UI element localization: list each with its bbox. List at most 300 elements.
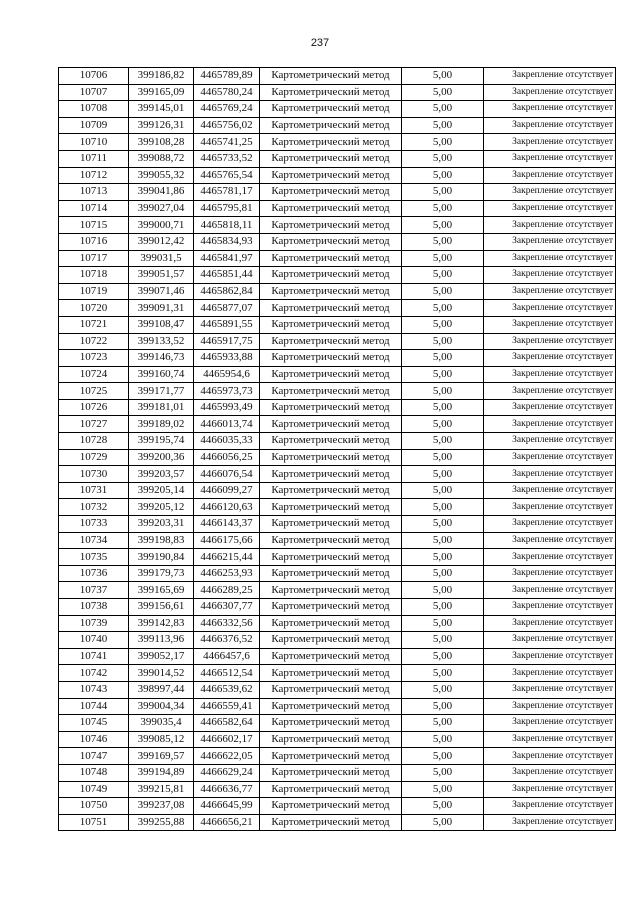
x-coordinate-cell: 399052,17: [129, 648, 194, 665]
point-number-cell: 10709: [59, 117, 129, 134]
method-cell: Картометрический метод: [260, 366, 402, 383]
method-cell: Картометрический метод: [260, 615, 402, 632]
accuracy-cell: 5,00: [402, 283, 484, 300]
table-row: [59, 101, 616, 118]
y-coordinate-cell: 4465917,75: [194, 333, 260, 350]
table-row: [59, 781, 616, 798]
accuracy-cell: 5,00: [402, 681, 484, 698]
point-number-cell: 10728: [59, 433, 129, 450]
point-number-cell: 10738: [59, 599, 129, 616]
fixation-status-cell: Закрепление отсутствует: [484, 449, 616, 466]
point-number-cell: 10729: [59, 449, 129, 466]
x-coordinate-cell: 399126,31: [129, 117, 194, 134]
fixation-status-cell: Закрепление отсутствует: [484, 283, 616, 300]
table-row: [59, 84, 616, 101]
fixation-status-cell: Закрепление отсутствует: [484, 233, 616, 250]
y-coordinate-cell: 4465795,81: [194, 200, 260, 217]
x-coordinate-cell: 399190,84: [129, 549, 194, 566]
fixation-status-cell: Закрепление отсутствует: [484, 781, 616, 798]
x-coordinate-cell: 399203,57: [129, 466, 194, 483]
fixation-status-cell: Закрепление отсутствует: [484, 549, 616, 566]
point-number-cell: 10707: [59, 84, 129, 101]
fixation-status-cell: Закрепление отсутствует: [484, 814, 616, 831]
point-number-cell: 10748: [59, 764, 129, 781]
method-cell: Картометрический метод: [260, 715, 402, 732]
accuracy-cell: 5,00: [402, 101, 484, 118]
table-row: [59, 316, 616, 333]
point-number-cell: 10724: [59, 366, 129, 383]
x-coordinate-cell: 399071,46: [129, 283, 194, 300]
x-coordinate-cell: 399198,83: [129, 532, 194, 549]
accuracy-cell: 5,00: [402, 698, 484, 715]
method-cell: Картометрический метод: [260, 300, 402, 317]
y-coordinate-cell: 4466645,99: [194, 798, 260, 815]
x-coordinate-cell: 399041,86: [129, 184, 194, 201]
fixation-status-cell: Закрепление отсутствует: [484, 150, 616, 167]
fixation-status-cell: Закрепление отсутствует: [484, 250, 616, 267]
method-cell: Картометрический метод: [260, 648, 402, 665]
accuracy-cell: 5,00: [402, 814, 484, 831]
x-coordinate-cell: 399014,52: [129, 665, 194, 682]
point-number-cell: 10725: [59, 383, 129, 400]
accuracy-cell: 5,00: [402, 516, 484, 533]
accuracy-cell: 5,00: [402, 549, 484, 566]
table-row: [59, 267, 616, 284]
point-number-cell: 10706: [59, 68, 129, 85]
point-number-cell: 10730: [59, 466, 129, 483]
method-cell: Картометрический метод: [260, 516, 402, 533]
x-coordinate-cell: 399145,01: [129, 101, 194, 118]
point-number-cell: 10719: [59, 283, 129, 300]
point-number-cell: 10727: [59, 416, 129, 433]
accuracy-cell: 5,00: [402, 798, 484, 815]
x-coordinate-cell: 399091,31: [129, 300, 194, 317]
fixation-status-cell: Закрепление отсутствует: [484, 698, 616, 715]
point-number-cell: 10745: [59, 715, 129, 732]
fixation-status-cell: Закрепление отсутствует: [484, 798, 616, 815]
fixation-status-cell: Закрепление отсутствует: [484, 350, 616, 367]
y-coordinate-cell: 4466332,56: [194, 615, 260, 632]
accuracy-cell: 5,00: [402, 582, 484, 599]
point-number-cell: 10743: [59, 681, 129, 698]
point-number-cell: 10713: [59, 184, 129, 201]
method-cell: Картометрический метод: [260, 698, 402, 715]
y-coordinate-cell: 4466539,62: [194, 681, 260, 698]
x-coordinate-cell: 399160,74: [129, 366, 194, 383]
method-cell: Картометрический метод: [260, 433, 402, 450]
y-coordinate-cell: 4466120,63: [194, 499, 260, 516]
accuracy-cell: 5,00: [402, 117, 484, 134]
y-coordinate-cell: 4466035,33: [194, 433, 260, 450]
accuracy-cell: 5,00: [402, 565, 484, 582]
y-coordinate-cell: 4466457,6: [194, 648, 260, 665]
point-number-cell: 10726: [59, 399, 129, 416]
x-coordinate-cell: 399085,12: [129, 731, 194, 748]
y-coordinate-cell: 4465954,6: [194, 366, 260, 383]
accuracy-cell: 5,00: [402, 233, 484, 250]
fixation-status-cell: Закрепление отсутствует: [484, 681, 616, 698]
point-number-cell: 10740: [59, 632, 129, 649]
y-coordinate-cell: 4466289,25: [194, 582, 260, 599]
accuracy-cell: 5,00: [402, 300, 484, 317]
y-coordinate-cell: 4465769,24: [194, 101, 260, 118]
accuracy-cell: 5,00: [402, 316, 484, 333]
point-number-cell: 10717: [59, 250, 129, 267]
table-row: [59, 698, 616, 715]
point-number-cell: 10732: [59, 499, 129, 516]
y-coordinate-cell: 4465780,24: [194, 84, 260, 101]
y-coordinate-cell: 4466099,27: [194, 482, 260, 499]
y-coordinate-cell: 4465877,07: [194, 300, 260, 317]
method-cell: Картометрический метод: [260, 68, 402, 85]
x-coordinate-cell: 399088,72: [129, 150, 194, 167]
method-cell: Картометрический метод: [260, 764, 402, 781]
point-number-cell: 10710: [59, 134, 129, 151]
fixation-status-cell: Закрепление отсутствует: [484, 433, 616, 450]
y-coordinate-cell: 4466629,24: [194, 764, 260, 781]
y-coordinate-cell: 4466076,54: [194, 466, 260, 483]
accuracy-cell: 5,00: [402, 134, 484, 151]
method-cell: Картометрический метод: [260, 798, 402, 815]
fixation-status-cell: Закрепление отсутствует: [484, 399, 616, 416]
table-row: [59, 565, 616, 582]
method-cell: Картометрический метод: [260, 781, 402, 798]
y-coordinate-cell: 4465851,44: [194, 267, 260, 284]
accuracy-cell: 5,00: [402, 615, 484, 632]
table-row: [59, 648, 616, 665]
point-number-cell: 10711: [59, 150, 129, 167]
method-cell: Картометрический метод: [260, 565, 402, 582]
table-row: [59, 68, 616, 85]
fixation-status-cell: Закрепление отсутствует: [484, 648, 616, 665]
table-row: [59, 615, 616, 632]
fixation-status-cell: Закрепление отсутствует: [484, 582, 616, 599]
fixation-status-cell: Закрепление отсутствует: [484, 366, 616, 383]
fixation-status-cell: Закрепление отсутствует: [484, 599, 616, 616]
accuracy-cell: 5,00: [402, 200, 484, 217]
y-coordinate-cell: 4466175,66: [194, 532, 260, 549]
method-cell: Картометрический метод: [260, 383, 402, 400]
y-coordinate-cell: 4465841,97: [194, 250, 260, 267]
method-cell: Картометрический метод: [260, 466, 402, 483]
y-coordinate-cell: 4466307,77: [194, 599, 260, 616]
y-coordinate-cell: 4465818,11: [194, 217, 260, 234]
method-cell: Картометрический метод: [260, 184, 402, 201]
method-cell: Картометрический метод: [260, 449, 402, 466]
table-row: [59, 599, 616, 616]
fixation-status-cell: Закрепление отсутствует: [484, 383, 616, 400]
method-cell: Картометрический метод: [260, 117, 402, 134]
point-number-cell: 10733: [59, 516, 129, 533]
point-number-cell: 10741: [59, 648, 129, 665]
y-coordinate-cell: 4466656,21: [194, 814, 260, 831]
table-row: [59, 416, 616, 433]
accuracy-cell: 5,00: [402, 383, 484, 400]
accuracy-cell: 5,00: [402, 648, 484, 665]
accuracy-cell: 5,00: [402, 350, 484, 367]
table-row: [59, 814, 616, 831]
y-coordinate-cell: 4466056,25: [194, 449, 260, 466]
y-coordinate-cell: 4465973,73: [194, 383, 260, 400]
fixation-status-cell: Закрепление отсутствует: [484, 466, 616, 483]
x-coordinate-cell: 399195,74: [129, 433, 194, 450]
x-coordinate-cell: 399169,57: [129, 748, 194, 765]
table-row: [59, 582, 616, 599]
x-coordinate-cell: 399146,73: [129, 350, 194, 367]
point-number-cell: 10721: [59, 316, 129, 333]
x-coordinate-cell: 399255,88: [129, 814, 194, 831]
accuracy-cell: 5,00: [402, 184, 484, 201]
fixation-status-cell: Закрепление отсутствует: [484, 715, 616, 732]
point-number-cell: 10723: [59, 350, 129, 367]
method-cell: Картометрический метод: [260, 333, 402, 350]
table-row: [59, 532, 616, 549]
y-coordinate-cell: 4465741,25: [194, 134, 260, 151]
accuracy-cell: 5,00: [402, 764, 484, 781]
y-coordinate-cell: 4466636,77: [194, 781, 260, 798]
method-cell: Картометрический метод: [260, 283, 402, 300]
method-cell: Картометрический метод: [260, 150, 402, 167]
point-number-cell: 10735: [59, 549, 129, 566]
fixation-status-cell: Закрепление отсутствует: [484, 416, 616, 433]
accuracy-cell: 5,00: [402, 84, 484, 101]
method-cell: Картометрический метод: [260, 250, 402, 267]
y-coordinate-cell: 4465781,17: [194, 184, 260, 201]
method-cell: Картометрический метод: [260, 399, 402, 416]
accuracy-cell: 5,00: [402, 466, 484, 483]
method-cell: Картометрический метод: [260, 267, 402, 284]
table-row: [59, 167, 616, 184]
accuracy-cell: 5,00: [402, 150, 484, 167]
x-coordinate-cell: 399004,34: [129, 698, 194, 715]
x-coordinate-cell: 399156,61: [129, 599, 194, 616]
table-row: [59, 383, 616, 400]
accuracy-cell: 5,00: [402, 416, 484, 433]
x-coordinate-cell: 399189,02: [129, 416, 194, 433]
table-row: [59, 482, 616, 499]
point-number-cell: 10736: [59, 565, 129, 582]
y-coordinate-cell: 4466013,74: [194, 416, 260, 433]
point-number-cell: 10744: [59, 698, 129, 715]
accuracy-cell: 5,00: [402, 781, 484, 798]
accuracy-cell: 5,00: [402, 366, 484, 383]
point-number-cell: 10750: [59, 798, 129, 815]
table-row: [59, 433, 616, 450]
table-row: [59, 449, 616, 466]
accuracy-cell: 5,00: [402, 731, 484, 748]
accuracy-cell: 5,00: [402, 748, 484, 765]
accuracy-cell: 5,00: [402, 167, 484, 184]
x-coordinate-cell: 399165,09: [129, 84, 194, 101]
fixation-status-cell: Закрепление отсутствует: [484, 632, 616, 649]
accuracy-cell: 5,00: [402, 532, 484, 549]
accuracy-cell: 5,00: [402, 433, 484, 450]
method-cell: Картометрический метод: [260, 748, 402, 765]
fixation-status-cell: Закрепление отсутствует: [484, 532, 616, 549]
fixation-status-cell: Закрепление отсутствует: [484, 665, 616, 682]
y-coordinate-cell: 4466376,52: [194, 632, 260, 649]
x-coordinate-cell: 399027,04: [129, 200, 194, 217]
y-coordinate-cell: 4465733,52: [194, 150, 260, 167]
method-cell: Картометрический метод: [260, 167, 402, 184]
fixation-status-cell: Закрепление отсутствует: [484, 68, 616, 85]
x-coordinate-cell: 398997,44: [129, 681, 194, 698]
method-cell: Картометрический метод: [260, 731, 402, 748]
fixation-status-cell: Закрепление отсутствует: [484, 731, 616, 748]
method-cell: Картометрический метод: [260, 134, 402, 151]
method-cell: Картометрический метод: [260, 632, 402, 649]
x-coordinate-cell: 399113,96: [129, 632, 194, 649]
fixation-status-cell: Закрепление отсутствует: [484, 516, 616, 533]
table-row: [59, 549, 616, 566]
x-coordinate-cell: 399205,12: [129, 499, 194, 516]
x-coordinate-cell: 399205,14: [129, 482, 194, 499]
point-number-cell: 10739: [59, 615, 129, 632]
fixation-status-cell: Закрепление отсутствует: [484, 615, 616, 632]
table-row: [59, 217, 616, 234]
table-row: [59, 366, 616, 383]
fixation-status-cell: Закрепление отсутствует: [484, 117, 616, 134]
method-cell: Картометрический метод: [260, 482, 402, 499]
point-number-cell: 10731: [59, 482, 129, 499]
table-row: [59, 300, 616, 317]
y-coordinate-cell: 4466582,64: [194, 715, 260, 732]
x-coordinate-cell: 399035,4: [129, 715, 194, 732]
point-number-cell: 10737: [59, 582, 129, 599]
method-cell: Картометрический метод: [260, 582, 402, 599]
accuracy-cell: 5,00: [402, 333, 484, 350]
table-row: [59, 466, 616, 483]
table-row: [59, 764, 616, 781]
table-row: [59, 200, 616, 217]
x-coordinate-cell: 399055,32: [129, 167, 194, 184]
accuracy-cell: 5,00: [402, 250, 484, 267]
accuracy-cell: 5,00: [402, 499, 484, 516]
table-row: [59, 283, 616, 300]
table-row: [59, 798, 616, 815]
method-cell: Картометрический метод: [260, 350, 402, 367]
table-row: [59, 250, 616, 267]
x-coordinate-cell: 399108,47: [129, 316, 194, 333]
method-cell: Картометрический метод: [260, 681, 402, 698]
method-cell: Картометрический метод: [260, 599, 402, 616]
fixation-status-cell: Закрепление отсутствует: [484, 134, 616, 151]
x-coordinate-cell: 399165,69: [129, 582, 194, 599]
table-row: [59, 134, 616, 151]
fixation-status-cell: Закрепление отсутствует: [484, 267, 616, 284]
table-row: [59, 184, 616, 201]
accuracy-cell: 5,00: [402, 599, 484, 616]
method-cell: Картометрический метод: [260, 532, 402, 549]
point-number-cell: 10716: [59, 233, 129, 250]
y-coordinate-cell: 4465765,54: [194, 167, 260, 184]
table-row: [59, 233, 616, 250]
point-number-cell: 10749: [59, 781, 129, 798]
method-cell: Картометрический метод: [260, 233, 402, 250]
accuracy-cell: 5,00: [402, 68, 484, 85]
fixation-status-cell: Закрепление отсутствует: [484, 333, 616, 350]
x-coordinate-cell: 399215,81: [129, 781, 194, 798]
point-number-cell: 10712: [59, 167, 129, 184]
table-row: [59, 499, 616, 516]
point-number-cell: 10708: [59, 101, 129, 118]
y-coordinate-cell: 4466215,44: [194, 549, 260, 566]
fixation-status-cell: Закрепление отсутствует: [484, 84, 616, 101]
x-coordinate-cell: 399031,5: [129, 250, 194, 267]
point-number-cell: 10742: [59, 665, 129, 682]
y-coordinate-cell: 4465789,89: [194, 68, 260, 85]
method-cell: Картометрический метод: [260, 549, 402, 566]
method-cell: Картометрический метод: [260, 217, 402, 234]
method-cell: Картометрический метод: [260, 84, 402, 101]
method-cell: Картометрический метод: [260, 499, 402, 516]
y-coordinate-cell: 4466622,05: [194, 748, 260, 765]
x-coordinate-cell: 399000,71: [129, 217, 194, 234]
fixation-status-cell: Закрепление отсутствует: [484, 300, 616, 317]
accuracy-cell: 5,00: [402, 399, 484, 416]
page-number: 237: [310, 37, 330, 49]
method-cell: Картометрический метод: [260, 814, 402, 831]
method-cell: Картометрический метод: [260, 101, 402, 118]
table-row: [59, 748, 616, 765]
point-number-cell: 10722: [59, 333, 129, 350]
fixation-status-cell: Закрепление отсутствует: [484, 217, 616, 234]
x-coordinate-cell: 399200,36: [129, 449, 194, 466]
point-number-cell: 10751: [59, 814, 129, 831]
x-coordinate-cell: 399142,83: [129, 615, 194, 632]
table-row: [59, 117, 616, 134]
y-coordinate-cell: 4465891,55: [194, 316, 260, 333]
point-number-cell: 10746: [59, 731, 129, 748]
x-coordinate-cell: 399179,73: [129, 565, 194, 582]
table-row: [59, 665, 616, 682]
x-coordinate-cell: 399186,82: [129, 68, 194, 85]
y-coordinate-cell: 4466143,37: [194, 516, 260, 533]
y-coordinate-cell: 4466253,93: [194, 565, 260, 582]
table-row: [59, 516, 616, 533]
table-row: [59, 333, 616, 350]
table-row: [59, 731, 616, 748]
y-coordinate-cell: 4465993,49: [194, 399, 260, 416]
fixation-status-cell: Закрепление отсутствует: [484, 748, 616, 765]
y-coordinate-cell: 4465834,93: [194, 233, 260, 250]
y-coordinate-cell: 4465933,88: [194, 350, 260, 367]
y-coordinate-cell: 4465756,02: [194, 117, 260, 134]
point-number-cell: 10714: [59, 200, 129, 217]
fixation-status-cell: Закрепление отсутствует: [484, 482, 616, 499]
fixation-status-cell: Закрепление отсутствует: [484, 200, 616, 217]
table-row: [59, 350, 616, 367]
table-body: [59, 68, 616, 831]
y-coordinate-cell: 4466512,54: [194, 665, 260, 682]
table-row: [59, 632, 616, 649]
x-coordinate-cell: 399108,28: [129, 134, 194, 151]
x-coordinate-cell: 399237,08: [129, 798, 194, 815]
accuracy-cell: 5,00: [402, 217, 484, 234]
y-coordinate-cell: 4466559,41: [194, 698, 260, 715]
table-row: [59, 399, 616, 416]
x-coordinate-cell: 399133,52: [129, 333, 194, 350]
x-coordinate-cell: 399194,89: [129, 764, 194, 781]
table-row: [59, 715, 616, 732]
fixation-status-cell: Закрепление отсутствует: [484, 184, 616, 201]
y-coordinate-cell: 4466602,17: [194, 731, 260, 748]
x-coordinate-cell: 399203,31: [129, 516, 194, 533]
point-number-cell: 10720: [59, 300, 129, 317]
accuracy-cell: 5,00: [402, 449, 484, 466]
accuracy-cell: 5,00: [402, 632, 484, 649]
method-cell: Картометрический метод: [260, 416, 402, 433]
